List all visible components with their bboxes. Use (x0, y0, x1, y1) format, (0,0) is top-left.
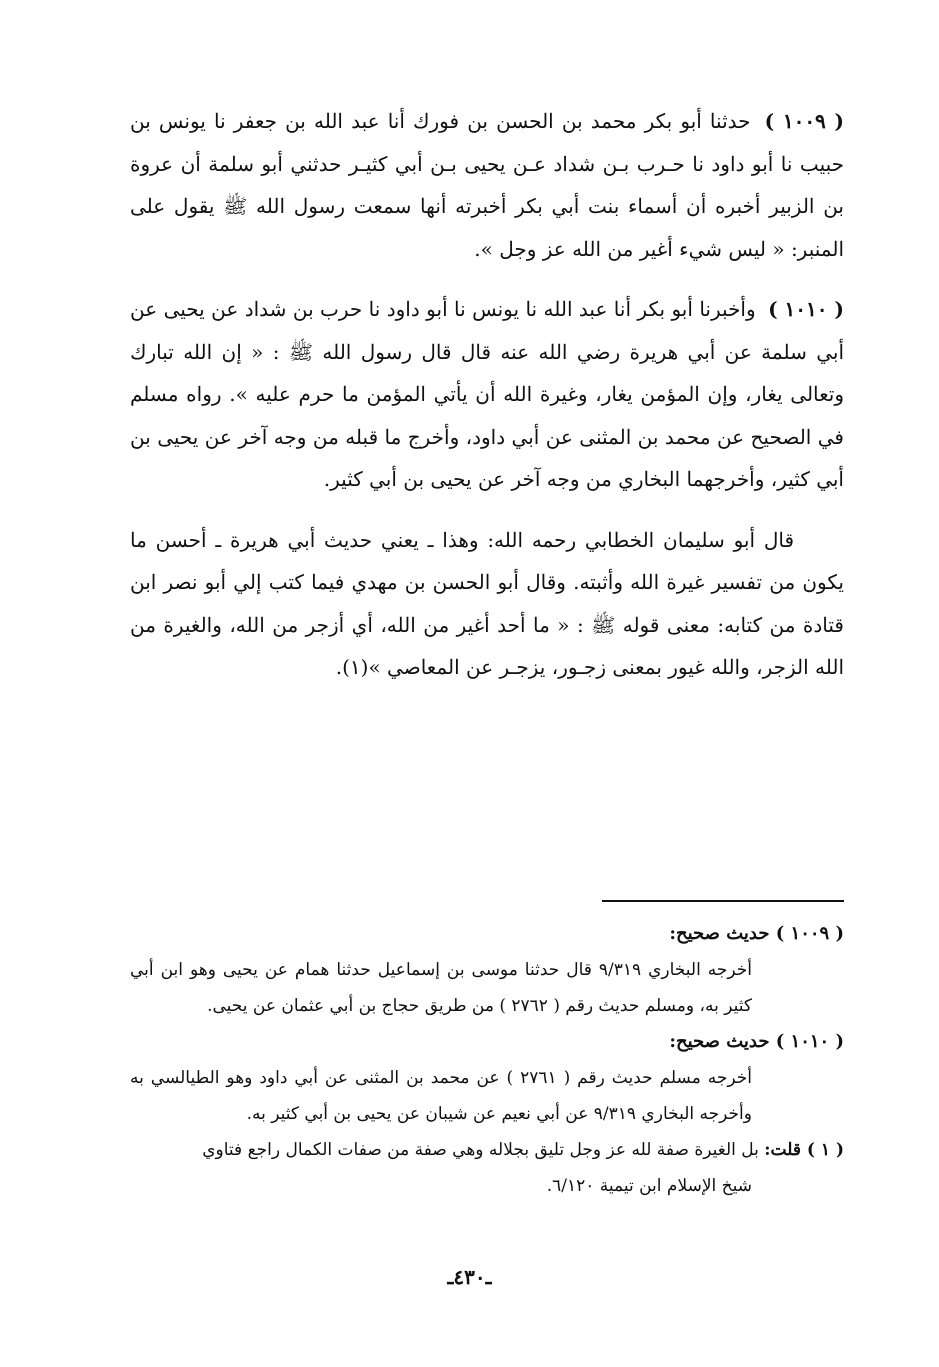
hadith-text: حدثنا أبو بكر محمد بن الحسن بن فورك أنا عبد الله بن جعفر نا يونس بن حبيب نا أبو داود نا حـرب بـن شداد عـن يحيى بـن أبي كثيـر حدثني أبو سلمة أن عروة بن الزبير أخبره أن أسماء بنت أبي بكر أخبرته أنها سمعت رسول الله ﷺ يقول على المنبر: « ليس شيء أغير من الله عز وجل ». (130, 109, 844, 261)
footnote-1009-heading: ( ١٠٠٩ ) حديث صحيح: (669, 923, 844, 944)
footnote-1009-body: أخرجه البخاري ٩/٣١٩ قال حدثنا موسى بن إسماعيل حدثنا همام عن يحيى وهو ابن أبي كثير به، ومسلم حديث رقم ( ٢٧٦٢ ) من طريق حجاج بن أبي عثمان عن يحيى. (130, 960, 752, 1016)
hadith-number: ( ١٠١٠ ) (768, 297, 844, 321)
hadith-number: ( ١٠٠٩ ) (764, 109, 844, 133)
footnote-1-line1: بل الغيرة صفة لله عز وجل تليق بجلاله وهي صفة من صفات الكمال راجع فتاوي (202, 1140, 759, 1160)
footnote-1 (130, 1132, 844, 1204)
footnotes (130, 916, 844, 1204)
footnote-1-label: ( ١ ) قلت: (764, 1140, 844, 1160)
main-text (130, 100, 844, 1196)
commentary-paragraph (130, 519, 844, 689)
hadith-text: وأخبرنا أبو بكر أنا عبد الله نا يونس نا أبو داود نا حرب بن شداد عن يحيى عن أبي سلمة عن أبي هريرة رضي الله عنه قال قال رسول الله ﷺ : « إن الله تبارك وتعالى يغار، وإن المؤمن يغار، وغيرة الله أن يأتي المؤمن ما حرم عليه ». رواه مسلم في الصحيح عن محمد بن المثنى عن أبي داود، وأخرج ما قبله من وجه آخر عن يحيى بن أبي كثير، وأخرجهما البخاري من وجه آخر عن يحيى بن أبي كثير. (130, 297, 844, 491)
page-number: ـ٤٣٠ـ (447, 1265, 492, 1289)
commentary-text: قال أبو سليمان الخطابي رحمه الله: وهذا ـ يعني حديث أبي هريرة ـ أحسن ما يكون من تفسير غيرة الله وأثبته. وقال أبو الحسن بن مهدي فيما كتب إلي أبو نصر ابن قتادة من كتابه: معنى قوله ﷺ : « ما أحد أغير من الله، أي أزجر من الله، والغيرة من الله الزجر، والله غيور بمعنى زجـور، يزجـر عن المعاصي »(١). (130, 527, 844, 679)
footnote-divider (602, 900, 844, 902)
footnote-1010-body: أخرجه مسلم حديث رقم ( ٢٧٦١ ) عن محمد بن المثنى عن أبي داود وهو الطيالسي به وأخرجه البخاري ٩/٣١٩ عن أبي نعيم عن شيبان عن يحيى بن أبي كثير به. (130, 1068, 752, 1124)
hadith-1009 (130, 100, 844, 270)
footnote-1010-heading: ( ١٠١٠ ) حديث صحيح: (669, 1031, 844, 1052)
footnote-1-line2: شيخ الإسلام ابن تيمية ٦/١٢٠. (546, 1176, 752, 1196)
hadith-1010 (130, 288, 844, 501)
